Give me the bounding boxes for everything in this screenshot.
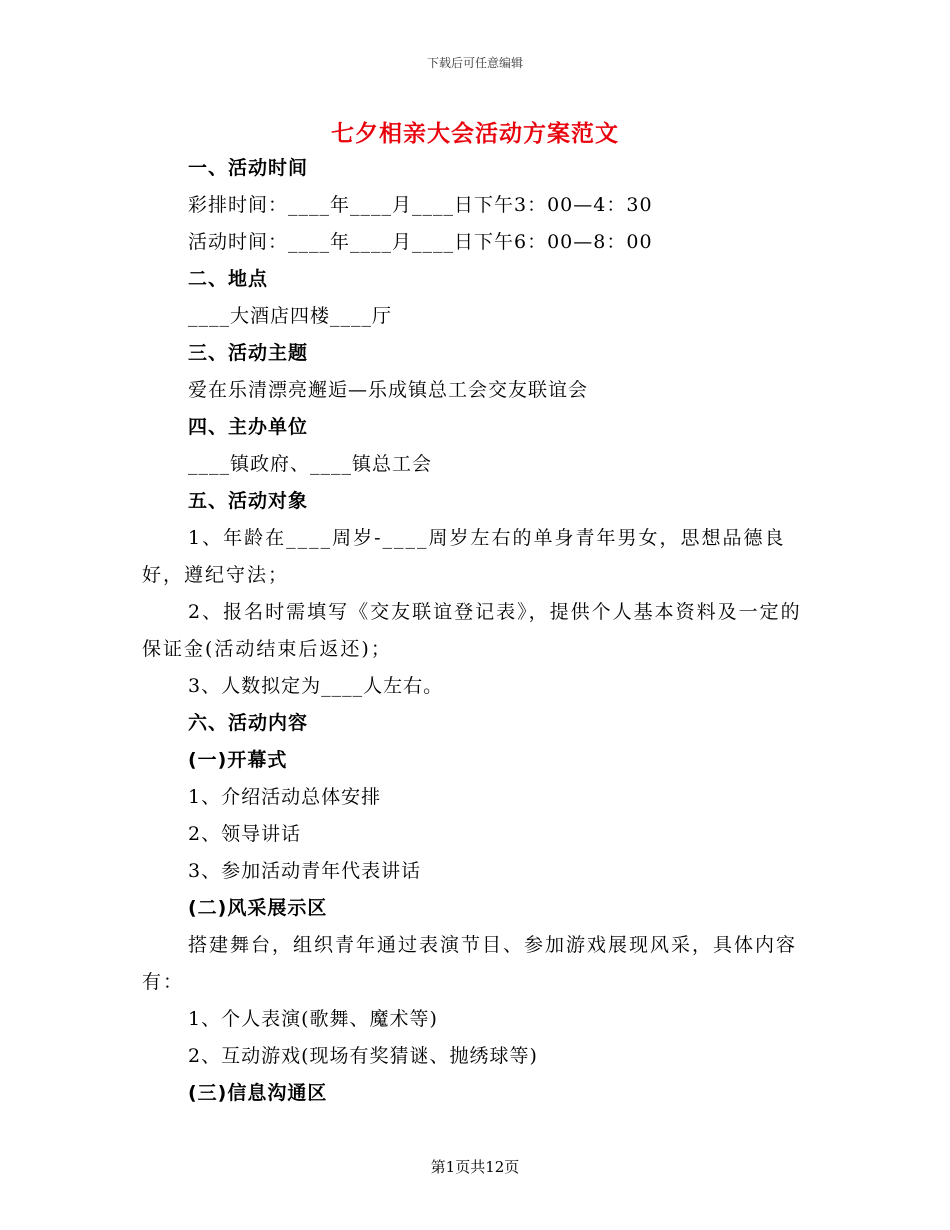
page-footer: 第1页共12页 (430, 1158, 520, 1176)
subsection-heading-showcase: (二)风采展示区 (188, 897, 328, 919)
section-heading-theme: 三、活动主题 (188, 342, 309, 364)
showcase-item-2: 2、互动游戏(现场有奖猜谜、抛绣球等) (188, 1045, 538, 1067)
location-line: ____大酒店四楼____厅 (188, 305, 393, 327)
section-heading-organizer: 四、主办单位 (188, 416, 309, 438)
section-heading-target: 五、活动对象 (188, 490, 309, 512)
opening-item-2: 2、领导讲话 (188, 823, 302, 845)
subsection-heading-opening: (一)开幕式 (188, 749, 288, 771)
showcase-item-1: 1、个人表演(歌舞、魔术等) (188, 1008, 438, 1030)
header-note: 下载后可任意编辑 (426, 56, 523, 70)
section-heading-time: 一、活动时间 (188, 157, 309, 179)
event-time-line: 活动时间：____年____月____日下午6：00—8：00 (188, 231, 653, 253)
theme-line: 爱在乐清漂亮邂逅—乐成镇总工会交友联谊会 (188, 379, 589, 401)
subsection-heading-communication: (三)信息沟通区 (188, 1082, 328, 1104)
rehearsal-time-line: 彩排时间：____年____月____日下午3：00—4：30 (188, 194, 653, 216)
section-heading-content: 六、活动内容 (188, 712, 309, 734)
target-item-1: 1、年龄在____周岁-____周岁左右的单身青年男女，思想品德良好，遵纪守法； (142, 527, 786, 586)
document-body (142, 150, 812, 1112)
opening-item-1: 1、介绍活动总体安排 (188, 786, 382, 808)
opening-item-3: 3、参加活动青年代表讲话 (188, 860, 422, 882)
target-item-2: 2、报名时需填写《交友联谊登记表》，提供个人基本资料及一定的保证金(活动结束后返还)； (142, 601, 802, 660)
organizer-line: ____镇政府、____镇总工会 (188, 453, 433, 475)
section-heading-location: 二、地点 (188, 268, 269, 290)
document-title: 七夕相亲大会活动方案范文 (331, 121, 619, 147)
showcase-paragraph: 搭建舞台，组织青年通过表演节目、参加游戏展现风采，具体内容有： (142, 934, 798, 993)
target-item-3: 3、人数拟定为____人左右。 (188, 675, 444, 697)
